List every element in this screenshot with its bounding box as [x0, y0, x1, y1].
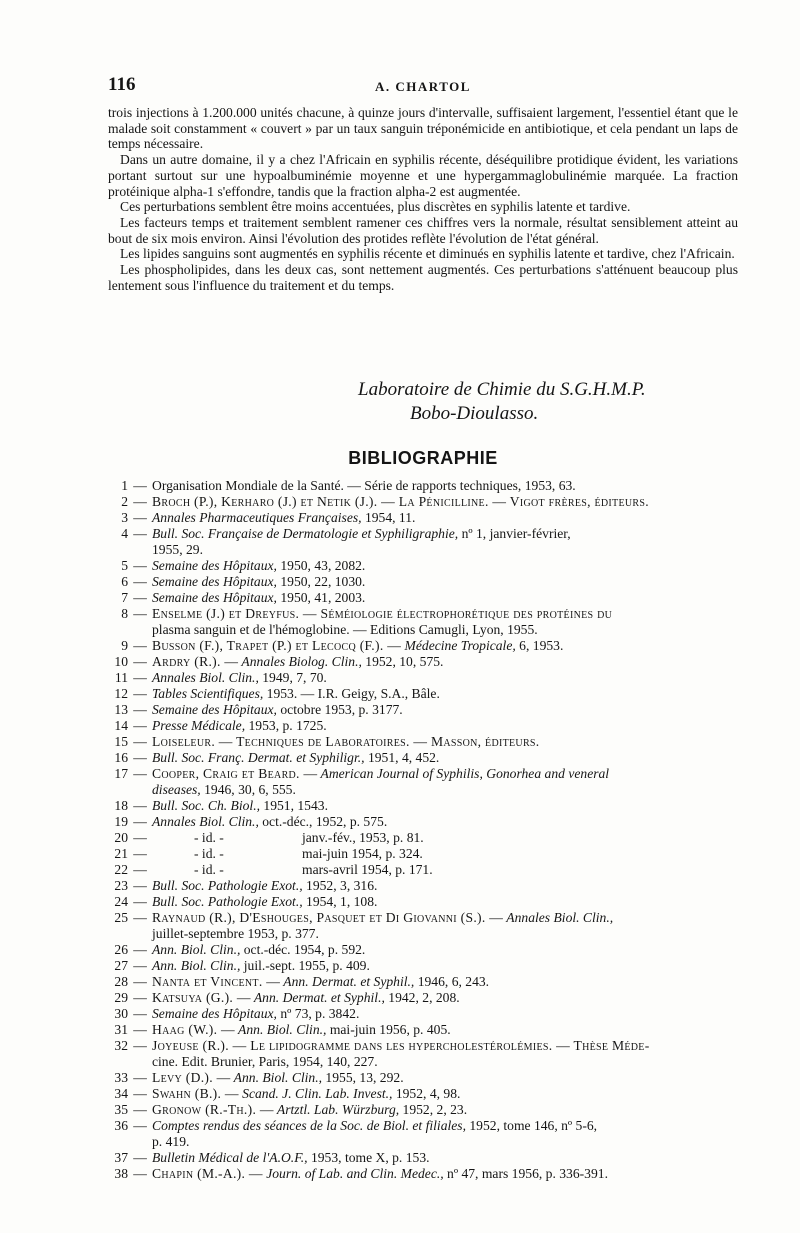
entry-idem: - id. - [194, 862, 224, 877]
entry-journal: Comptes rendus des séances de la Soc. de Biol. et filiales, [152, 1118, 466, 1133]
bibliography-entry [108, 878, 740, 894]
entry-journal: Annales Biol. Clin., [503, 910, 614, 925]
entry-text: Organisation Mondiale de la Santé. — Série de rapports techniques, 1953, 63. [152, 478, 576, 493]
entry-journal: Semaine des Hôpitaux, [152, 574, 277, 589]
entry-details: juil.-sept. 1955, p. 409. [240, 958, 370, 973]
entry-number: 34 [114, 1086, 128, 1101]
entry-details: nº 1, janvier-février, [458, 526, 571, 541]
entry-dash: — [133, 862, 147, 877]
entry-journal: Semaine des Hôpitaux, [152, 1006, 277, 1021]
entry-authors: Ardry (R.). — [152, 654, 239, 669]
signature-city: Bobo-Dioulasso. [410, 403, 539, 424]
entry-dash: — [133, 958, 147, 973]
entry-number: 35 [114, 1102, 128, 1117]
entry-details: nº 47, mars 1956, p. 336-391. [443, 1166, 608, 1181]
entry-number: 4 [121, 526, 128, 541]
bibliography-entry [108, 1086, 740, 1102]
entry-journal: Ann. Dermat. et Syphil., [280, 974, 415, 989]
entry-number: 3 [121, 510, 128, 525]
entry-number: 26 [114, 942, 128, 957]
entry-dash: — [133, 606, 147, 621]
bibliography-list [108, 478, 740, 1182]
entry-journal: Ann. Biol. Clin., [152, 942, 241, 957]
bibliography-entry [108, 990, 740, 1006]
entry-journal: Ann. Biol. Clin., [234, 1022, 327, 1037]
entry-text: Joyeuse (R.). — Le lipidogramme dans les hypercholestérolémies. — Thèse Méde- [152, 1038, 650, 1053]
entry-authors: Swahn (B.). — [152, 1086, 239, 1101]
entry-number: 2 [121, 494, 128, 509]
entry-journal: Annales Biolog. Clin., [238, 654, 362, 669]
entry-dash: — [133, 1102, 147, 1117]
entry-dash: — [133, 526, 147, 541]
entry-dash: — [133, 686, 147, 701]
entry-dash: — [133, 638, 147, 653]
bibliography-entry [108, 1038, 740, 1070]
entry-number: 28 [114, 974, 128, 989]
bibliography-title: BIBLIOGRAPHIE [348, 448, 498, 468]
entry-authors: Haag (W.). — [152, 1022, 235, 1037]
entry-journal: Annales Biol. Clin., [152, 814, 259, 829]
bibliography-entry [108, 814, 740, 830]
entry-dash: — [133, 878, 147, 893]
paragraph: Dans un autre domaine, il y a chez l'Africain en syphilis récente, déséquilibre protidique évident, les variations portant surtout sur une hypoalbuminémie moyenne et une hypergammaglobulinémie marquée. La fraction protéinique alpha-1 s'effondre, tandis que la fraction alpha-2 est augmentée. [108, 152, 738, 199]
entry-number: 23 [114, 878, 128, 893]
entry-dash: — [133, 1150, 147, 1165]
entry-authors: Gronow (R.-Th.). — [152, 1102, 274, 1117]
entry-dash: — [133, 1118, 147, 1133]
entry-continuation: plasma sanguin et de l'hémoglobine. — Editions Camugli, Lyon, 1955. [152, 622, 538, 637]
entry-number: 29 [114, 990, 128, 1005]
bibliography-entry [108, 1022, 740, 1038]
entry-continuation: diseases, [152, 782, 201, 797]
entry-dash: — [133, 574, 147, 589]
entry-number: 5 [121, 558, 128, 573]
entry-journal: Annales Biol. Clin., [152, 670, 259, 685]
bibliography-entry [108, 702, 740, 718]
entry-dash: — [133, 814, 147, 829]
entry-journal: Bulletin Médical de l'A.O.F., [152, 1150, 308, 1165]
entry-details: 1950, 41, 2003. [276, 590, 366, 605]
bibliography-entry [108, 638, 740, 654]
entry-text: Broch (P.), Kerharo (J.) et Netik (J.). — La Pénicilline. — Vigot frères, éditeurs. [152, 494, 649, 509]
entry-dash: — [133, 750, 147, 765]
entry-journal: Semaine des Hôpitaux, [152, 590, 277, 605]
entry-number: 15 [114, 734, 128, 749]
bibliography-entry [108, 974, 740, 990]
bibliography-entry [108, 574, 740, 590]
bibliography-entry [108, 798, 740, 814]
entry-details: 1950, 43, 2082. [276, 558, 366, 573]
entry-details: mars-avril 1954, p. 171. [302, 862, 433, 877]
entry-continuation: p. 419. [152, 1134, 190, 1149]
bibliography-entry [108, 1070, 740, 1086]
entry-details: janv.-fév., 1953, p. 81. [302, 830, 424, 845]
entry-text: Loiseleur. — Techniques de Laboratoires. — Masson, éditeurs. [152, 734, 540, 749]
entry-details: 1954, 1, 108. [302, 894, 378, 909]
bibliography-entry [108, 734, 740, 750]
entry-details: oct.-déc., 1952, p. 575. [258, 814, 388, 829]
entry-dash: — [133, 974, 147, 989]
entry-authors: Chapin (M.-A.). — [152, 1166, 263, 1181]
entry-authors: Raynaud (R.), D'Eshouges, Pasquet et Di Giovanni (S.). — [152, 910, 504, 925]
entry-number: 31 [114, 1022, 128, 1037]
entry-details: 1952, 3, 316. [302, 878, 378, 893]
paragraph: Les phospholipides, dans les deux cas, sont nettement augmentés. Ces perturbations s'atténuent beaucoup plus lentement sous l'influence du traitement et du temps. [108, 262, 738, 293]
entry-number: 10 [114, 654, 128, 669]
bibliography-entry [108, 830, 740, 846]
entry-details: 1954, 11. [361, 510, 416, 525]
entry-dash: — [133, 830, 147, 845]
entry-number: 18 [114, 798, 128, 813]
entry-details: 1953, tome X, p. 153. [307, 1150, 430, 1165]
bibliography-entry [108, 558, 740, 574]
entry-dash: — [133, 734, 147, 749]
entry-number: 12 [114, 686, 128, 701]
entry-journal: Ann. Dermat. et Syphil., [250, 990, 385, 1005]
bibliography-entry [108, 1006, 740, 1022]
entry-continuation: juillet-septembre 1953, p. 377. [152, 926, 319, 941]
entry-journal: Bull. Soc. Ch. Biol., [152, 798, 260, 813]
entry-dash: — [133, 1070, 147, 1085]
entry-journal: Ann. Biol. Clin., [230, 1070, 323, 1085]
entry-journal: Ann. Biol. Clin., [152, 958, 241, 973]
entry-number: 13 [114, 702, 128, 717]
bibliography-entry [108, 750, 740, 766]
paragraph: Les lipides sanguins sont augmentés en syphilis récente et diminués en syphilis latente et tardive, chez l'Africain. [120, 246, 735, 262]
entry-dash: — [133, 1086, 147, 1101]
entry-details: 1952, 10, 575. [361, 654, 444, 669]
entry-dash: — [133, 942, 147, 957]
entry-number: 25 [114, 910, 128, 925]
bibliography-entry [108, 1166, 740, 1182]
bibliography-entry [108, 494, 740, 510]
entry-dash: — [133, 478, 147, 493]
entry-continuation: 1955, 29. [152, 542, 203, 557]
entry-number: 19 [114, 814, 128, 829]
entry-details: 1951, 1543. [260, 798, 328, 813]
bibliography-entry [108, 942, 740, 958]
entry-dash: — [133, 510, 147, 525]
entry-journal: Tables Scientifiques, [152, 686, 264, 701]
entry-dash: — [133, 590, 147, 605]
entry-details: 1953. — I.R. Geigy, S.A., Bâle. [263, 686, 440, 701]
entry-idem: - id. - [194, 830, 224, 845]
bibliography-entry [108, 718, 740, 734]
bibliography-entry [108, 766, 740, 798]
entry-journal: Artztl. Lab. Würzburg, [273, 1102, 400, 1117]
entry-journal: Médecine Tropicale, [401, 638, 516, 653]
entry-journal: American Journal of Syphilis, Gonorhea and veneral [317, 766, 610, 781]
entry-authors: Cooper, Craig et Beard. — [152, 766, 318, 781]
entry-details: 6, 1953. [515, 638, 564, 653]
paragraph: Ces perturbations semblent être moins accentuées, plus discrètes en syphilis latente et tardive. [120, 199, 631, 215]
entry-number: 7 [121, 590, 128, 605]
entry-number: 36 [114, 1118, 128, 1133]
entry-details: mai-juin 1954, p. 324. [302, 846, 423, 861]
entry-journal: Semaine des Hôpitaux, [152, 558, 277, 573]
bibliography-entry [108, 686, 740, 702]
entry-number: 37 [114, 1150, 128, 1165]
bibliography-entry [108, 958, 740, 974]
bibliography-entry [108, 670, 740, 686]
entry-number: 32 [114, 1038, 128, 1053]
entry-number: 14 [114, 718, 128, 733]
entry-dash: — [133, 798, 147, 813]
entry-details: mai-juin 1956, p. 405. [326, 1022, 451, 1037]
entry-number: 1 [121, 478, 128, 493]
entry-details: 1946, 30, 6, 555. [200, 782, 296, 797]
entry-number: 20 [114, 830, 128, 845]
entry-journal: Scand. J. Clin. Lab. Invest., [238, 1086, 393, 1101]
entry-journal: Journ. of Lab. and Clin. Medec., [262, 1166, 444, 1181]
body-text [108, 105, 738, 293]
entry-dash: — [133, 670, 147, 685]
bibliography-entry [108, 862, 740, 878]
entry-number: 9 [121, 638, 128, 653]
entry-details: octobre 1953, p. 3177. [276, 702, 403, 717]
paragraph: trois injections à 1.200.000 unités chacune, à quinze jours d'intervalle, suffisaient largement, l'essentiel étant que le malade soit constamment « couvert » par un taux sanguin tréponémicide en antibiotique, et cela pendant un laps de temps nécessaire. [108, 105, 738, 152]
bibliography-entry [108, 1150, 740, 1166]
entry-details: 1955, 13, 292. [322, 1070, 404, 1085]
bibliography-entry [108, 1102, 740, 1118]
entry-number: 33 [114, 1070, 128, 1085]
entry-text: Enselme (J.) et Dreyfus. — Séméiologie électrophorétique des protéines du [152, 606, 613, 621]
signature-laboratory: Laboratoire de Chimie du S.G.H.M.P. [358, 379, 646, 400]
entry-details: 1953, p. 1725. [245, 718, 327, 733]
entry-dash: — [133, 654, 147, 669]
bibliography-entry [108, 590, 740, 606]
entry-details: oct.-déc. 1954, p. 592. [240, 942, 366, 957]
entry-number: 21 [114, 846, 128, 861]
entry-dash: — [133, 910, 147, 925]
bibliography-entry [108, 846, 740, 862]
entry-number: 16 [114, 750, 128, 765]
entry-journal: Presse Médicale, [152, 718, 246, 733]
bibliography-entry [108, 894, 740, 910]
entry-number: 8 [121, 606, 128, 621]
entry-dash: — [133, 1038, 147, 1053]
bibliography-entry [108, 526, 740, 558]
bibliography-entry [108, 510, 740, 526]
entry-journal: Bull. Soc. Française de Dermatologie et Syphiligraphie, [152, 526, 459, 541]
entry-number: 30 [114, 1006, 128, 1021]
entry-number: 6 [121, 574, 128, 589]
bibliography-entry [108, 1118, 740, 1150]
page-header [108, 74, 738, 98]
entry-journal: Bull. Soc. Pathologie Exot., [152, 894, 303, 909]
entry-dash: — [133, 990, 147, 1005]
entry-number: 38 [114, 1166, 128, 1181]
page-number: 116 [108, 74, 136, 95]
entry-number: 24 [114, 894, 128, 909]
entry-number: 22 [114, 862, 128, 877]
entry-details: 1942, 2, 208. [384, 990, 460, 1005]
entry-details: 1949, 7, 70. [258, 670, 327, 685]
entry-dash: — [133, 766, 147, 781]
entry-details: 1952, tome 146, nº 5-6, [465, 1118, 598, 1133]
entry-journal: Semaine des Hôpitaux, [152, 702, 277, 717]
entry-dash: — [133, 1006, 147, 1021]
entry-number: 27 [114, 958, 128, 973]
entry-journal: Bull. Soc. Pathologie Exot., [152, 878, 303, 893]
entry-continuation: cine. Edit. Brunier, Paris, 1954, 140, 227. [152, 1054, 378, 1069]
bibliography-entry [108, 478, 740, 494]
entry-dash: — [133, 718, 147, 733]
entry-number: 11 [114, 670, 128, 685]
entry-dash: — [133, 1022, 147, 1037]
running-head: A. CHARTOL [375, 79, 471, 94]
entry-dash: — [133, 1166, 147, 1181]
entry-authors: Busson (F.), Trapet (P.) et Lecocq (F.). — [152, 638, 402, 653]
entry-dash: — [133, 702, 147, 717]
entry-dash: — [133, 558, 147, 573]
bibliography-entry [108, 654, 740, 670]
entry-number: 17 [114, 766, 128, 781]
entry-authors: Nanta et Vincent. — [152, 974, 281, 989]
bibliography-entry [108, 606, 740, 638]
entry-dash: — [133, 894, 147, 909]
entry-authors: Katsuya (G.). — [152, 990, 251, 1005]
paragraph: Les facteurs temps et traitement semblent ramener ces chiffres vers la normale, résultat sensiblement atteint au bout de six mois environ. Ainsi l'évolution des protides reflète l'évolution de l'état général. [108, 214, 738, 246]
entry-journal: Annales Pharmaceutiques Françaises, [152, 510, 362, 525]
entry-details: nº 73, p. 3842. [276, 1006, 360, 1021]
entry-details: 1951, 4, 452. [364, 750, 440, 765]
entry-journal: Bull. Soc. Franç. Dermat. et Syphiligr., [152, 750, 365, 765]
entry-idem: - id. - [194, 846, 224, 861]
entry-dash: — [133, 494, 147, 509]
entry-dash: — [133, 846, 147, 861]
entry-details: 1952, 2, 23. [399, 1102, 468, 1117]
entry-authors: Levy (D.). — [152, 1070, 231, 1085]
entry-details: 1952, 4, 98. [392, 1086, 461, 1101]
entry-details: 1946, 6, 243. [414, 974, 490, 989]
entry-details: 1950, 22, 1030. [276, 574, 366, 589]
bibliography-entry [108, 910, 740, 942]
